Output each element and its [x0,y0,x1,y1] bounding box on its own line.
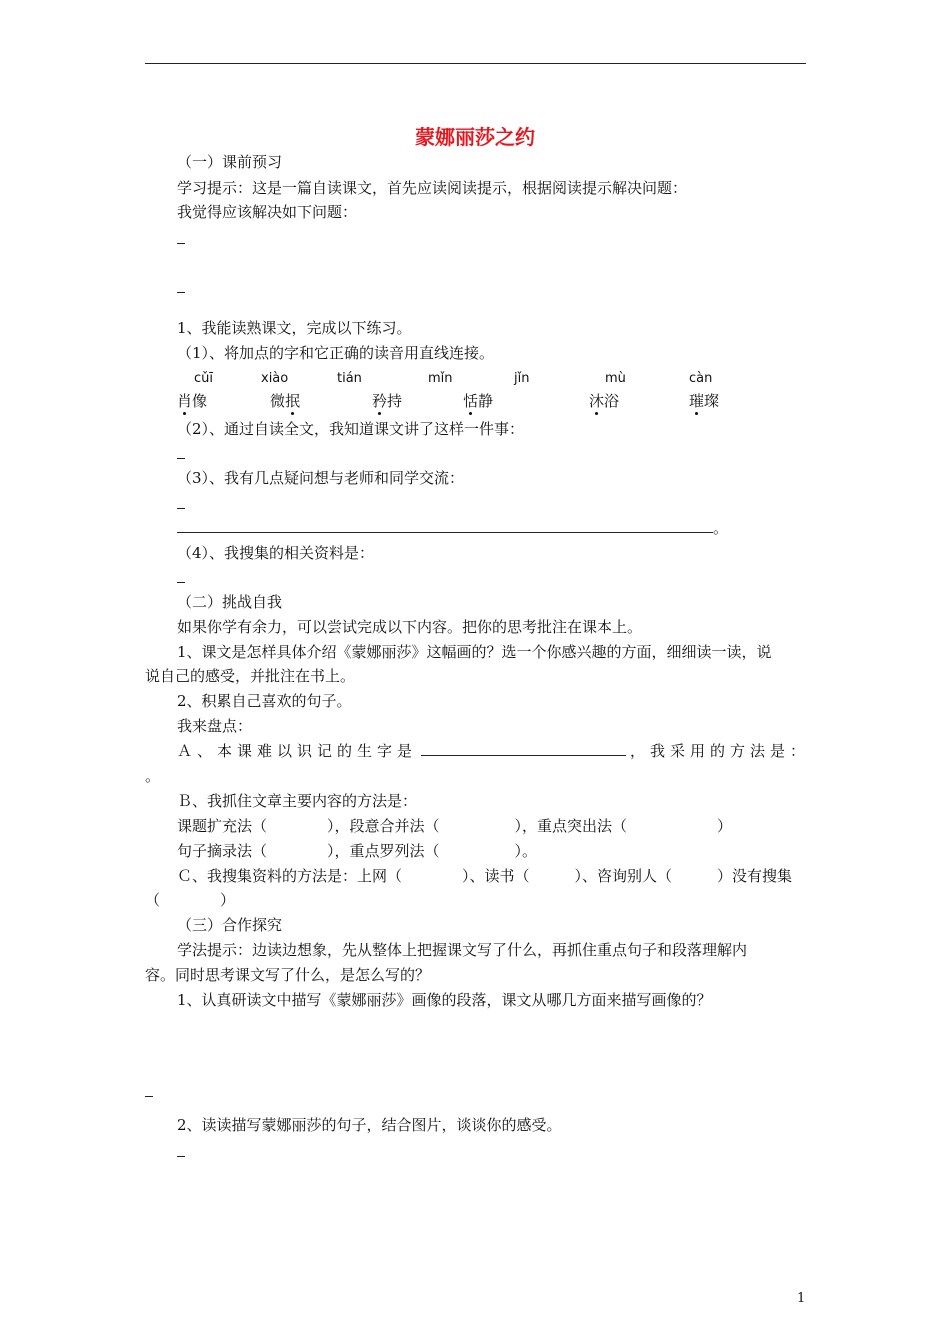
characters-blank[interactable] [421,741,626,756]
page-number: 1 [797,1291,806,1306]
question-1-4: （4）、我搜集的相关资料是： [177,544,375,562]
answer-blank[interactable] [177,508,185,509]
answer-line-row: 。 [177,518,728,538]
inventory-c-line2: （ ） [145,891,236,909]
section3-tip-line2: 容。同时思考课文写了什么，是怎么写的？ [145,966,431,984]
inventory-b-row2: 句子摘录法（ ），重点罗列法（ ）。 [177,842,538,860]
pinyin-item: cǔī [194,371,213,386]
inventory-b-row1: 课题扩充法（ ），段意合并法（ ），重点突出法（ ） [177,817,733,835]
word-item: 微抿 [270,392,301,410]
document-title: 蒙娜丽莎之约 [415,125,535,149]
section2-q1-line2: 说自己的感受，并批注在书上。 [145,667,356,685]
word-item: 肖像 [177,392,208,410]
section3-tip-line1: 学法提示：边读边想象，先从整体上把握课文写了什么，再抓住重点句子和段落理解内 [177,941,748,959]
question-1-3: （3）、我有几点疑问想与老师和同学交流： [177,469,465,487]
question-1-1: （1）、将加点的字和它正确的读音用直线连接。 [177,344,495,362]
inventory-a-row: Ａ、本课难以识记的生字是 ，我采用的方法是： [177,742,811,760]
question-1-2: （2）、通过自读全文，我知道课文讲了这样一件事： [177,420,525,438]
answer-blank[interactable] [145,1096,153,1097]
pinyin-item: càn [689,371,713,386]
answer-blank[interactable] [177,292,185,293]
inventory-b-label: Ｂ、我抓住文章主要内容的方法是： [177,792,418,810]
answer-blank[interactable] [177,582,185,583]
section2-heading: （二）挑战自我 [177,593,283,611]
pinyin-item: mù [605,371,626,386]
answer-blank[interactable] [177,458,185,459]
pinyin-item: tián [337,371,362,386]
inventory-label: 我来盘点： [177,717,253,735]
section2-q1-line1: 1、课文是怎样具体介绍《蒙娜丽莎》这幅画的？选一个你感兴趣的方面，细细读一读，说 [177,643,772,661]
answer-blank[interactable] [177,1156,185,1157]
answer-blank[interactable] [177,243,185,244]
word-item: 璀璨 [689,392,720,410]
inventory-c-line1: Ｃ、我搜集资料的方法是：上网（ ）、读书（ ）、咨询别人（ ）没有搜集 [177,867,793,885]
section3-heading: （三）合作探究 [177,916,283,934]
pinyin-item: jǐn [514,371,530,386]
inventory-a-period: 。 [145,767,161,785]
question-1: 1、我能读熟课文，完成以下练习。 [177,319,412,337]
pinyin-item: mǐn [428,371,453,386]
section1-tip: 学习提示：这是一篇自读课文，首先应读阅读提示，根据阅读提示解决问题： [177,179,688,197]
word-item: 恬静 [463,392,494,410]
answer-line[interactable] [177,518,713,533]
section1-problems: 我觉得应该解决如下问题： [177,203,358,221]
section2-intro: 如果你学有余力，可以尝试完成以下内容。把你的思考批注在课本上。 [177,618,643,636]
word-item: 沐浴 [589,392,620,410]
section3-q2: 2、读读描写蒙娜丽莎的句子，结合图片，谈谈你的感受。 [177,1116,562,1134]
word-item: 矜持 [372,392,403,410]
section1-heading: （一）课前预习 [177,153,283,171]
header-rule [145,63,806,64]
section2-q2: 2、积累自己喜欢的句子。 [177,692,352,710]
pinyin-item: xiào [261,371,289,386]
section3-q1: 1、认真研读文中描写《蒙娜丽莎》画像的段落，课文从哪几方面来描写画像的？ [177,991,712,1009]
